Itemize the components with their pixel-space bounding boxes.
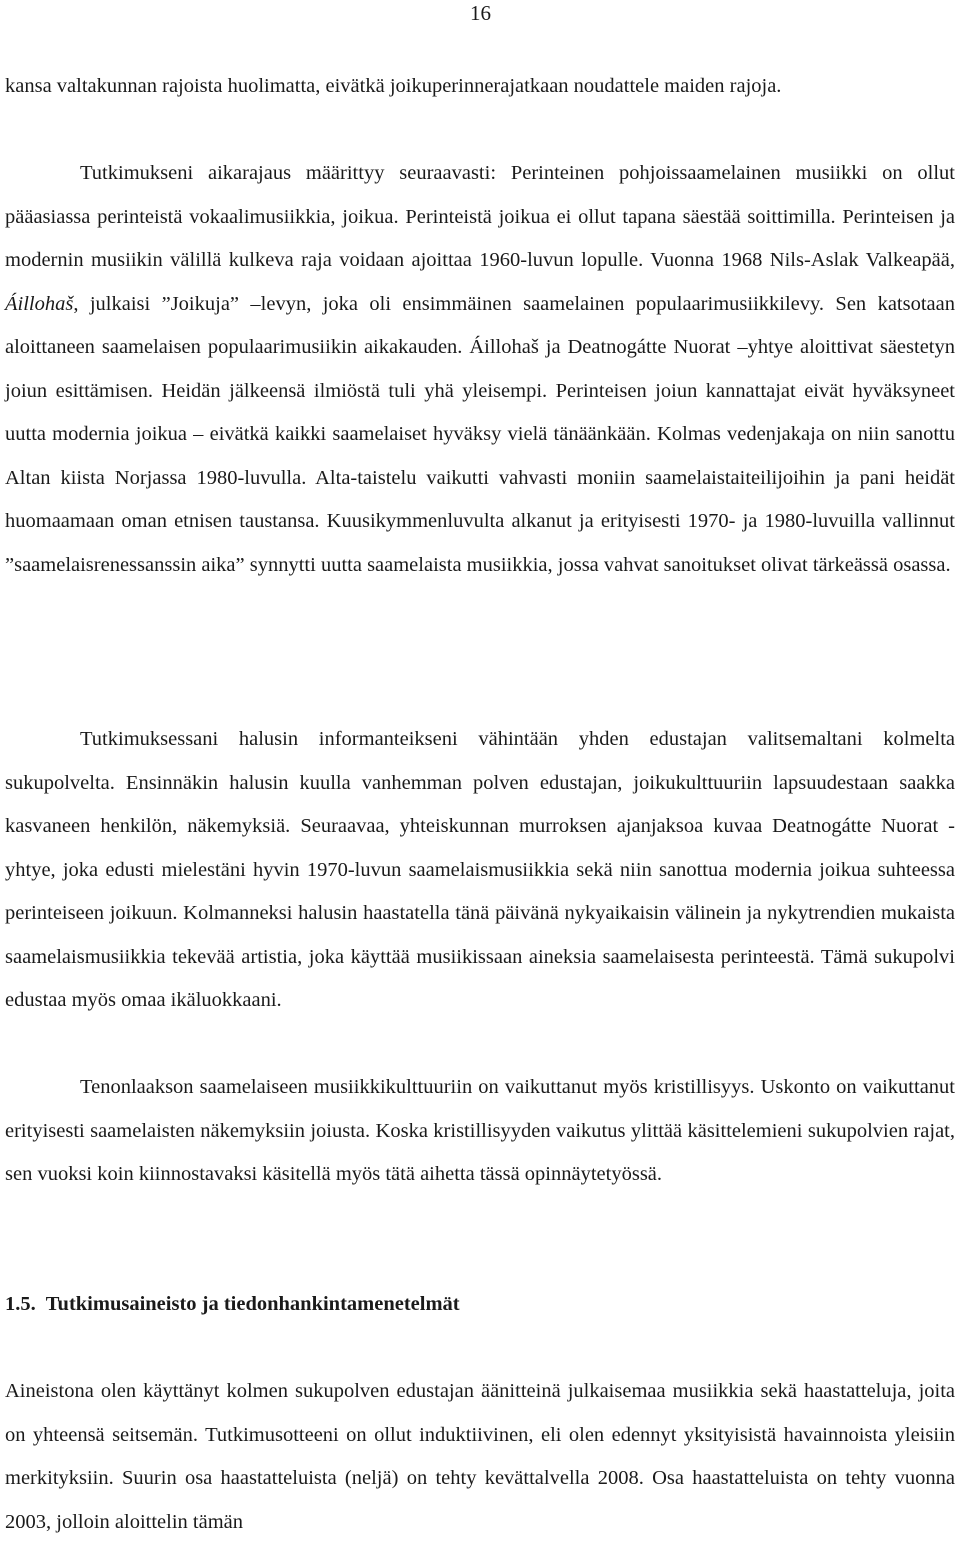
paragraph-material	[5, 1370, 955, 1544]
paragraph-text: , julkaisi ”Joikuja” –levyn, joka oli ensimmäinen saamelainen populaarimusiikkilevy. Sen katsotaan aloittaneen saamelaisen populaarimusiikin aikakauden. Áillohaš ja Deatnogátte Nuorat –yhtye aloittivat säestetyn joiun esittämisen. Heidän jälkeensä ilmiöstä tuli yhä yleisempi. Perinteisen joiun kannattajat eivät hyväksyneet uutta modernia joikua – eivätkä kaikki saamelaiset hyväksy vielä tänäänkään. Kolmas vedenjakaja on niin sanottu Altan kiista Norjassa 1980-luvulla. Alta-taistelu vaikutti vahvasti moniin saamelaistaiteilijoihin ja pani heidät huomaamaan oman etnisen taustansa. Kuusikymmenluvulta alkanut ja erityisesti 1970- ja 1980-luvuilla vallinnut ”saamelaisrenessanssin aika” synnytti uutta saamelaista musiikkia, jossa vahvat sanoitukset olivat tärkeässä osassa.	[5, 292, 955, 576]
page-number: 16	[470, 1, 491, 25]
paragraph-text: kansa valtakunnan rajoista huolimatta, eivätkä joikuperinnerajatkaan noudattele maiden rajoja.	[5, 75, 782, 97]
paragraph-text: Tutkimukseni aikarajaus määrittyy seuraavasti: Perinteinen pohjoissaamelainen musiikki on ollut pääasiassa perinteistä vokaalimusiikkia, joikua. Perinteistä joikua ei ollut tapana säestää soittimilla. Perinteisen ja modernin musiikin välillä kulkeva raja voidaan ajoittaa 1960-luvun lopulle. Vuonna 1968 Nils-Aslak Valkeapää,	[5, 162, 955, 271]
artist-name-italic: Áillohaš	[5, 292, 74, 315]
section-number: 1.5.	[5, 1293, 36, 1315]
paragraph-informants	[5, 718, 955, 1023]
section-heading	[5, 1289, 460, 1319]
section-title: Tutkimusaineisto ja tiedonhankintamenetelmät	[45, 1293, 460, 1315]
paragraph-continuation	[5, 65, 955, 109]
paragraph-text: Aineistona olen käyttänyt kolmen sukupolven edustajan äänitteinä julkaisemaa musiikkia sekä haastatteluja, joita on yhteensä seitsemän. Tutkimusotteeni on ollut induktiivinen, eli olen edennyt yksityisistä havainnoista yleisiin merkityksiin. Suurin osa haastatteluista (neljä) on tehty kevättalvella 2008. Osa haastatteluista on tehty vuonna 2003, jolloin aloittelin tämän	[5, 1380, 955, 1533]
paragraph-time-frame	[5, 152, 955, 587]
paragraph-text: Tenonlaakson saamelaiseen musiikkikulttuuriin on vaikuttanut myös kristillisyys. Uskonto on vaikuttanut erityisesti saamelaisten näkemyksiin joiusta. Koska kristillisyyden vaikutus ylittää käsittelemieni sukupolvien rajat, sen vuoksi koin kiinnostavaksi käsitellä myös tätä aihetta tässä opinnäytetyössä.	[5, 1076, 955, 1185]
paragraph-christianity	[5, 1066, 955, 1197]
paragraph-text: Tutkimuksessani halusin informanteikseni vähintään yhden edustajan valitsemaltani kolmelta sukupolvelta. Ensinnäkin halusin kuulla vanhemman polven edustajan, joikukulttuuriin lapsuudestaan saakka kasvaneen henkilön, näkemyksiä. Seuraavaa, yhteiskunnan murroksen ajanjaksoa kuvaa Deatnogátte Nuorat -yhtye, joka edusti mielestäni hyvin 1970-luvun saamelaismusiikkia sekä niin sanottua modernia joikua suhteessa perinteiseen joikuun. Kolmanneksi halusin haastatella tänä päivänä nykyaikaisin välinein ja nykytrendien mukaista saamelaismusiikkia tekevää artistia, joka käyttää musiikissaan aineksia saamelaisesta perinteestä. Tämä sukupolvi edustaa myös omaa ikäluokkaani.	[5, 728, 955, 1011]
